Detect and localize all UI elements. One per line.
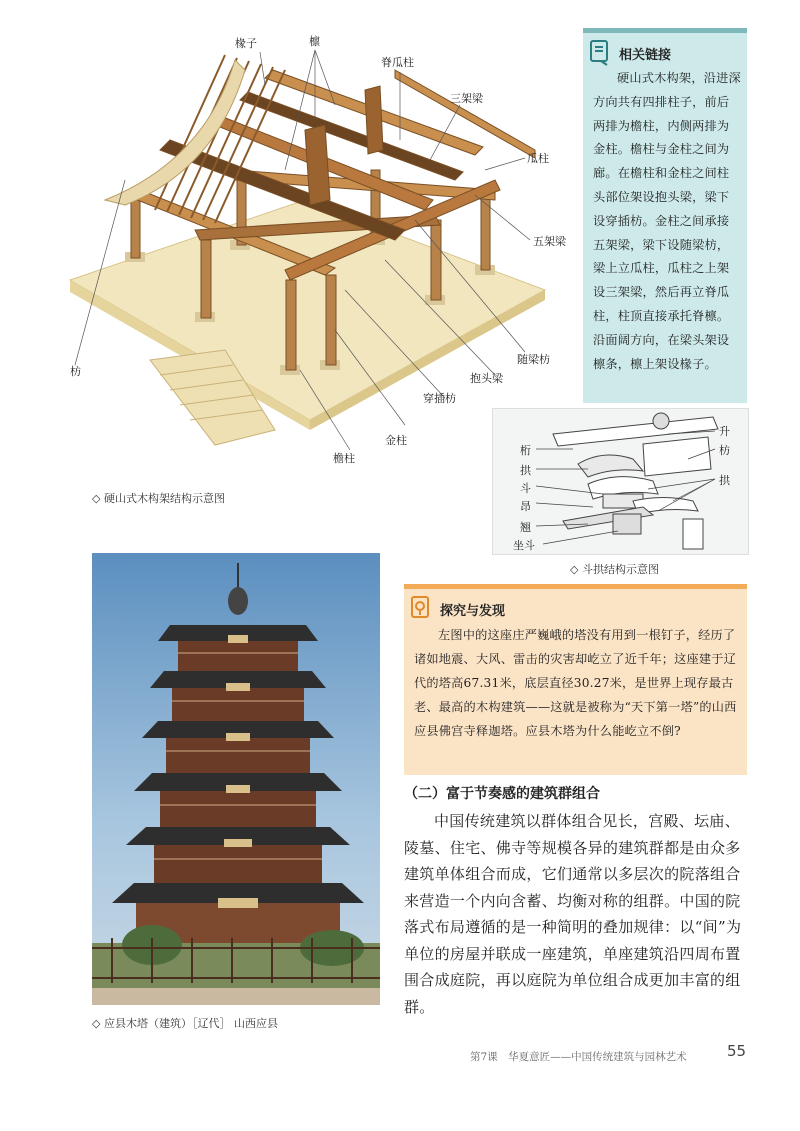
dg-label-sheng: 升 [719,425,730,438]
label-melon-post: 瓜柱 [527,152,549,165]
dg-label-gong-right: 拱 [719,474,730,487]
label-five-purlin-beam: 五架梁 [533,235,566,248]
label-ridge-post: 脊瓜柱 [381,56,414,69]
dg-label-heng: 桁 [520,444,531,457]
timber-frame-caption: ◇ 硬山式木构架结构示意图 [92,492,225,505]
pagoda-caption: ◇ 应县木塔（建筑）［辽代］ 山西应县 [92,1017,278,1030]
label-tie-beam: 枋 [70,365,81,378]
section-paragraph: 中国传统建筑以群体组合见长，宫殿、坛庙、陵墓、住宅、佛寺等规模各异的建筑群都是由众多建筑单体组合而成，它们通常以多层次的院落组合来营造一个内向含蓄、均衡对称的组群。中国的院落式布局遵循的是一种简明的叠加规律：以“间”为单位的房屋并联成一座建筑，单座建筑沿四周布置围合成庭院，再以庭院为单位组合成更加丰富的组群。 [404,812,742,1016]
dg-label-dou: 斗 [520,482,531,495]
chapter-footer: 第7课 华夏意匠——中国传统建筑与园林艺术 [470,1051,687,1063]
label-inserting-tie: 穿插枋 [423,392,456,405]
dougong-caption: ◇ 斗拱结构示意图 [570,563,659,576]
label-inner-column: 金柱 [385,434,407,447]
explore-discover-box [404,584,747,775]
lightbulb-icon [410,595,432,623]
notepad-icon [589,39,611,67]
label-eave-column: 檐柱 [333,452,355,465]
related-link-text: 硬山式木构架，沿进深方向共有四排柱子，前后两排为檐柱，内侧两排为金柱。檐柱与金柱之间为廊。在檐柱和金柱之间柱头部位架设抱头梁，梁下设穿插枋。金柱之间承接五架梁，梁下设随梁枋，梁上立瓜柱，瓜柱之上架设三架梁，然后再立脊瓜柱，柱顶直接承托脊檩。沿面阔方向，在梁头架设檩条，檩上架设椽子。 [593,71,741,371]
label-purlin: 檩 [309,35,320,48]
dougong-figure [492,408,749,555]
pagoda-photo [92,553,380,1005]
dg-label-fang: 枋 [719,444,730,457]
page-number: 55 [727,1042,747,1060]
dg-label-qiao: 翘 [520,521,531,534]
label-rafters: 椽子 [235,37,257,50]
explore-title: 探究与发现 [440,603,506,619]
dg-label-gong: 拱 [520,464,531,477]
label-sub-beam: 随梁枋 [517,353,550,366]
dougong-illustration [493,409,748,554]
dg-label-zuodou: 坐斗 [513,539,535,552]
section-heading: （二）富于节奏感的建筑群组合 [404,786,600,802]
label-holding-beam: 抱头梁 [470,372,503,385]
related-link-box [583,28,747,403]
timber-frame-figure [65,30,565,480]
explore-text: 左图中的这座庄严巍峨的塔没有用到一根钉子，经历了诸如地震、大风、雷击的灾害却屹立了近千年；这座建于辽代的塔高67.31米，底层直径30.27米，是世界上现存最古老、最高的木构建筑——这就是被称为“天下第一塔”的山西应县佛宫寺释迦塔。应县木塔为什么能屹立不倒? [414,628,737,738]
yingxian-pagoda-image [92,553,380,1005]
dg-label-ang: 昂 [520,500,531,513]
label-three-purlin-beam: 三架梁 [450,92,483,105]
related-link-title: 相关链接 [619,47,672,63]
timber-frame-illustration [65,30,565,480]
